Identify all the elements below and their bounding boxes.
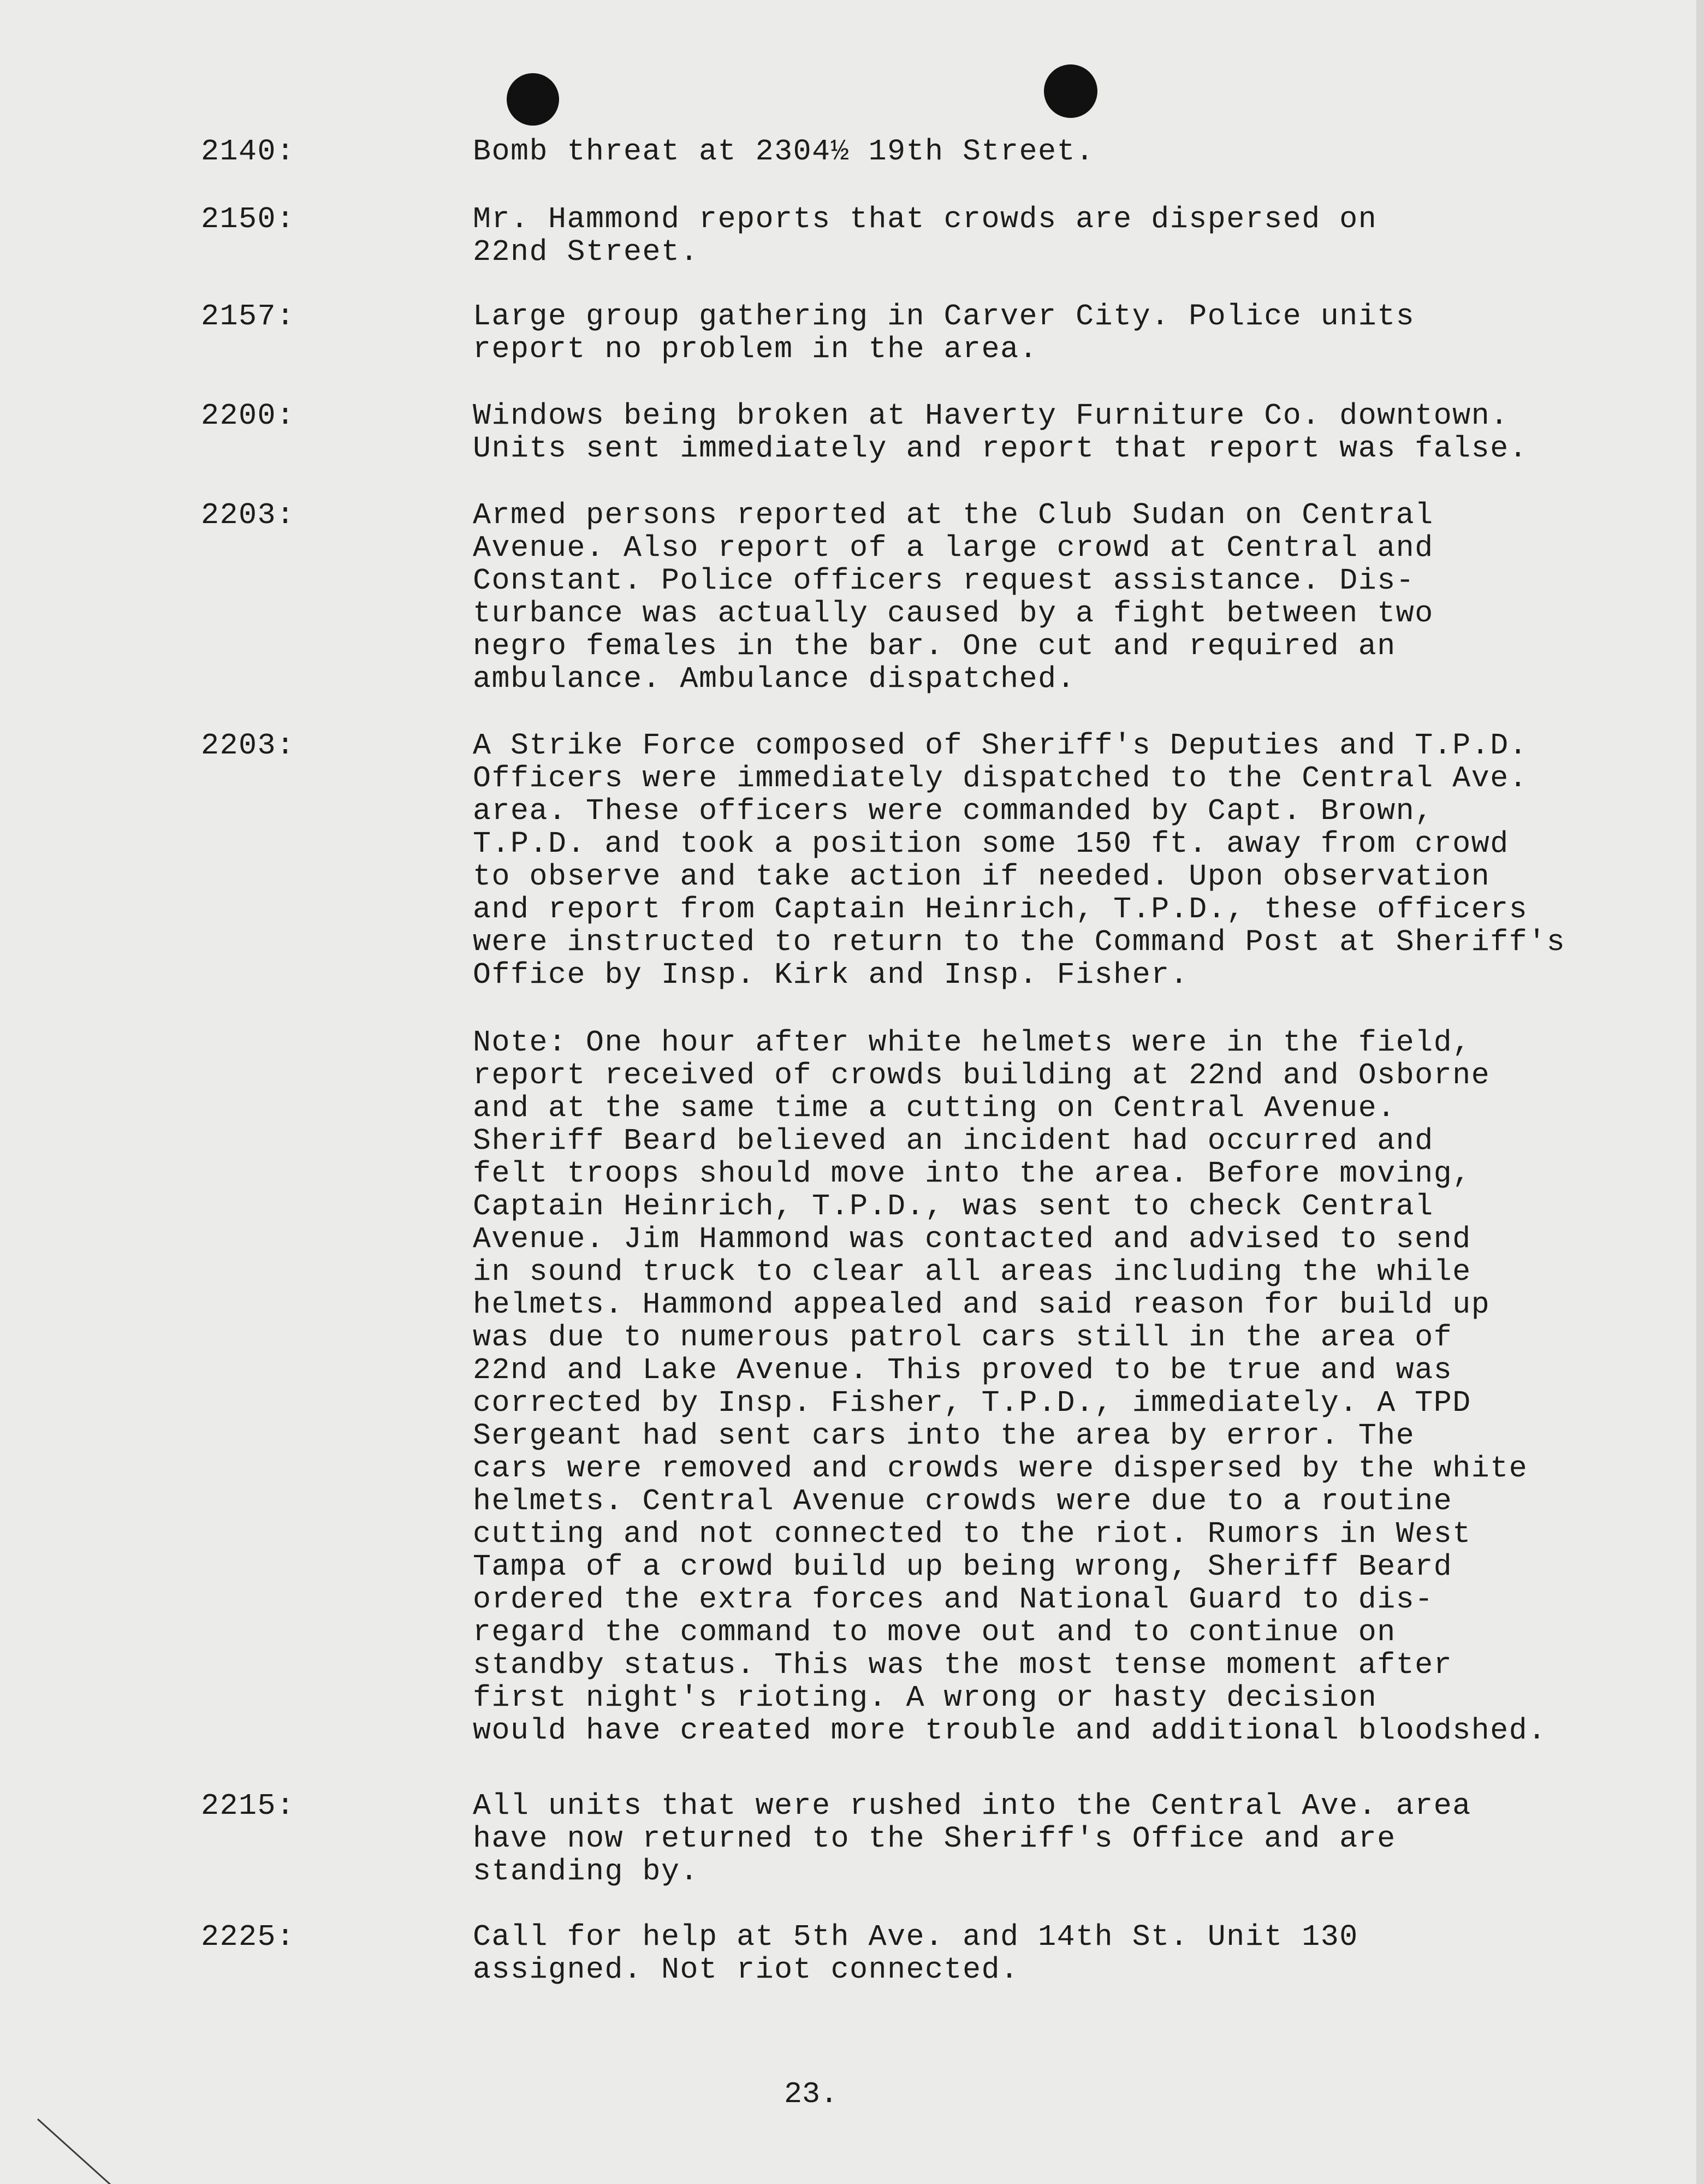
text-line: Office by Insp. Kirk and Insp. Fisher. bbox=[473, 958, 1189, 992]
text-line: and report from Captain Heinrich, T.P.D., these officers bbox=[473, 892, 1528, 927]
text-line: corrected by Insp. Fisher, T.P.D., immediately. A TPD bbox=[473, 1386, 1471, 1420]
entry-time: 2203: bbox=[201, 728, 295, 763]
text-line: A Strike Force composed of Sheriff's Deputies and T.P.D. bbox=[473, 728, 1528, 763]
paper-crease-mark bbox=[37, 2118, 115, 2184]
page-number: 23. bbox=[784, 2077, 839, 2111]
text-line: have now returned to the Sheriff's Office and are bbox=[473, 1821, 1396, 1856]
text-line: standing by. bbox=[473, 1854, 699, 1889]
page-edge bbox=[1696, 0, 1704, 2184]
text-line: turbance was actually caused by a fight between two bbox=[473, 596, 1434, 631]
text-line: Captain Heinrich, T.P.D., was sent to check Central bbox=[473, 1189, 1434, 1224]
entry-text bbox=[473, 499, 1663, 696]
note-text bbox=[473, 1026, 1663, 1747]
text-line: Sheriff Beard believed an incident had occurred and bbox=[473, 1124, 1434, 1158]
text-line: Units sent immediately and report that report was false. bbox=[473, 431, 1528, 466]
entry-text bbox=[473, 1790, 1663, 1888]
text-line: Tampa of a crowd build up being wrong, Sheriff Beard bbox=[473, 1550, 1453, 1584]
entry-text bbox=[473, 300, 1663, 366]
text-line: ordered the extra forces and National Guard to dis- bbox=[473, 1582, 1434, 1617]
text-line: negro females in the bar. One cut and required an bbox=[473, 629, 1396, 663]
text-line: would have created more trouble and additional bloodshed. bbox=[473, 1713, 1547, 1748]
text-line: report received of crowds building at 22nd and Osborne bbox=[473, 1058, 1491, 1093]
text-line: area. These officers were commanded by Capt. Brown, bbox=[473, 794, 1434, 828]
text-line: Sergeant had sent cars into the area by error. The bbox=[473, 1419, 1415, 1453]
text-line: standby status. This was the most tense moment after bbox=[473, 1648, 1453, 1682]
text-line: All units that were rushed into the Central Ave. area bbox=[473, 1789, 1471, 1823]
text-line: and at the same time a cutting on Central Avenue. bbox=[473, 1091, 1396, 1125]
text-line: assigned. Not riot connected. bbox=[473, 1952, 1019, 1987]
text-line: Avenue. Jim Hammond was contacted and advised to send bbox=[473, 1222, 1471, 1256]
text-line: 22nd Street. bbox=[473, 235, 699, 269]
entry-time: 2215: bbox=[201, 1789, 295, 1823]
text-line: first night's rioting. A wrong or hasty decision bbox=[473, 1681, 1378, 1715]
text-line: Mr. Hammond reports that crowds are dispersed on bbox=[473, 202, 1378, 236]
entry-time: 2225: bbox=[201, 1920, 295, 1954]
entry-text bbox=[473, 729, 1663, 992]
binder-hole-left bbox=[507, 73, 559, 126]
entry-text bbox=[473, 135, 1663, 168]
text-line: report no problem in the area. bbox=[473, 332, 1038, 366]
text-line: Note: One hour after white helmets were in the field, bbox=[473, 1025, 1471, 1060]
entry-time: 2140: bbox=[201, 134, 295, 169]
text-line: were instructed to return to the Command Post at Sheriff's bbox=[473, 925, 1566, 959]
text-line: Constant. Police officers request assistance. Dis- bbox=[473, 563, 1415, 598]
entry-time: 2200: bbox=[201, 399, 295, 433]
text-line: Avenue. Also report of a large crowd at Central and bbox=[473, 531, 1434, 565]
text-line: T.P.D. and took a position some 150 ft. away from crowd bbox=[473, 827, 1509, 861]
text-line: Call for help at 5th Ave. and 14th St. Unit 130 bbox=[473, 1920, 1358, 1954]
entry-text bbox=[473, 400, 1663, 465]
text-line: 22nd and Lake Avenue. This proved to be true and was bbox=[473, 1353, 1453, 1387]
text-line: cars were removed and crowds were dispersed by the white bbox=[473, 1451, 1528, 1486]
text-line: felt troops should move into the area. Before moving, bbox=[473, 1156, 1471, 1191]
text-line: Large group gathering in Carver City. Police units bbox=[473, 299, 1415, 334]
text-line: in sound truck to clear all areas including the while bbox=[473, 1255, 1471, 1289]
text-line: ambulance. Ambulance dispatched. bbox=[473, 662, 1076, 696]
text-line: Armed persons reported at the Club Sudan on Central bbox=[473, 498, 1434, 532]
binder-hole-right bbox=[1044, 64, 1097, 118]
text-line: helmets. Hammond appealed and said reason for build up bbox=[473, 1287, 1491, 1322]
entry-time: 2150: bbox=[201, 202, 295, 236]
entry-text bbox=[473, 1921, 1663, 1986]
text-line: to observe and take action if needed. Upon observation bbox=[473, 859, 1491, 894]
text-line: was due to numerous patrol cars still in the area of bbox=[473, 1320, 1453, 1355]
entry-time: 2203: bbox=[201, 498, 295, 532]
text-line: Bomb threat at 2304½ 19th Street. bbox=[473, 134, 1095, 169]
text-line: regard the command to move out and to continue on bbox=[473, 1615, 1396, 1649]
text-line: Officers were immediately dispatched to the Central Ave. bbox=[473, 761, 1528, 796]
text-line: cutting and not connected to the riot. Rumors in West bbox=[473, 1517, 1471, 1551]
text-line: helmets. Central Avenue crowds were due to a routine bbox=[473, 1484, 1453, 1518]
entry-text bbox=[473, 203, 1663, 269]
entry-time: 2157: bbox=[201, 299, 295, 334]
text-line: Windows being broken at Haverty Furniture Co. downtown. bbox=[473, 399, 1509, 433]
